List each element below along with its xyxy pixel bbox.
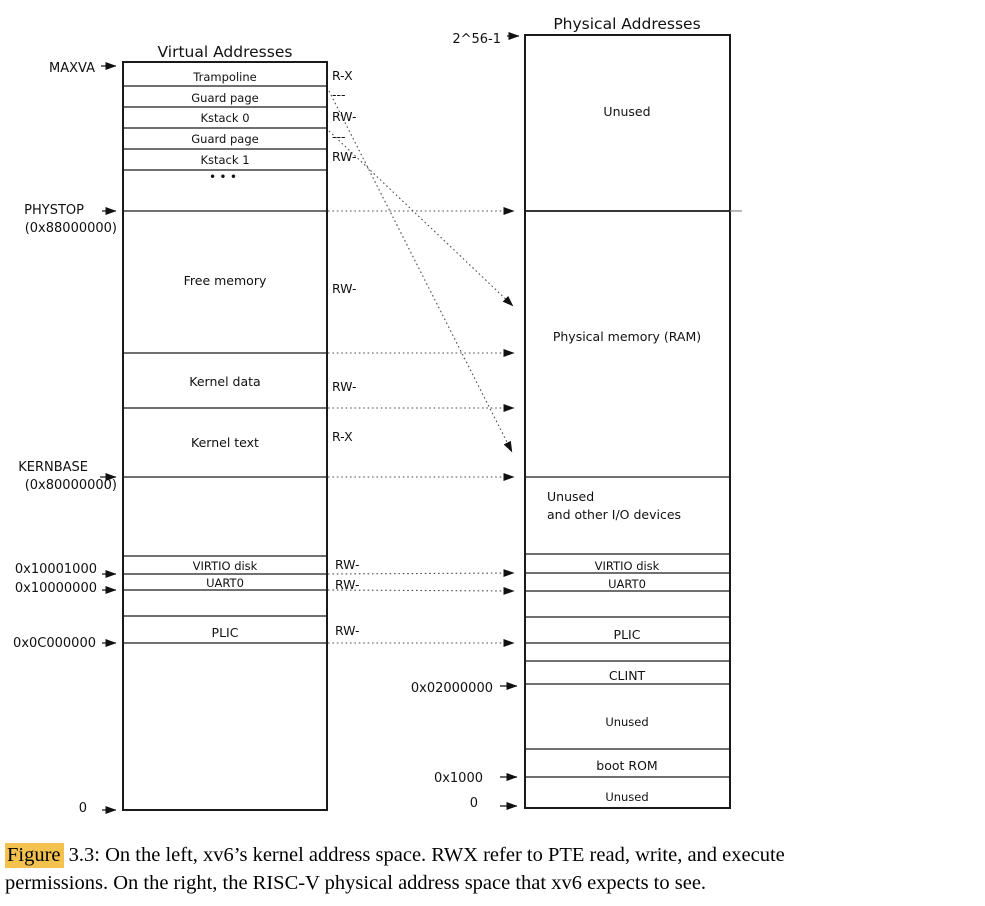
physical-address-labels <box>411 32 519 811</box>
plic-address-label: 0x0C000000 <box>13 636 96 651</box>
uart0-address-label: 0x10000000 <box>14 581 97 596</box>
virtual-region-kernel-text: Kernel text <box>191 435 259 450</box>
kstacks-ellipsis: ••• <box>209 172 241 183</box>
perm-virtio: RW- <box>335 557 360 572</box>
virtual-region-virtio-disk: VIRTIO disk <box>192 559 258 573</box>
maxva-label: MAXVA <box>49 61 95 76</box>
physical-zero-label: 0 <box>469 796 478 811</box>
perm-kernel-data: RW- <box>332 379 357 394</box>
physical-region-virtio-disk: VIRTIO disk <box>594 559 660 573</box>
figure-caption <box>5 841 981 897</box>
physical-region-bootrom: boot ROM <box>596 758 658 773</box>
kernbase-hex-label: (0x80000000) <box>24 478 117 493</box>
perm-free-memory: RW- <box>332 281 357 296</box>
virtio-address-label: 0x10001000 <box>14 562 97 577</box>
physical-region-unused-bottom: Unused <box>605 790 649 804</box>
physical-region-plic: PLIC <box>613 627 641 642</box>
physical-region-unused-mid: Unused <box>605 715 649 729</box>
kstack-mapping-arrow <box>329 131 513 306</box>
virtual-row-guard-page-1: Guard page <box>191 91 259 105</box>
virtual-row-kstack0: Kstack 0 <box>200 111 250 125</box>
virtual-column-title: Virtual Addresses <box>157 43 293 61</box>
virtual-row-guard-page-2: Guard page <box>191 132 259 146</box>
perm-kernel-text: R-X <box>332 429 353 444</box>
perm-kstack1: RW- <box>332 149 357 164</box>
physical-region-unused-top: Unused <box>603 104 651 119</box>
virtual-row-trampoline: Trampoline <box>193 70 257 84</box>
clint-address-label: 0x02000000 <box>410 681 493 696</box>
physical-region-clint: CLINT <box>608 668 646 683</box>
physical-top-address-label: 2^56-1 <box>452 32 501 47</box>
virtual-region-free-memory: Free memory <box>183 273 267 288</box>
caption-line-2: permissions. On the right, the RISC-V physical address space that xv6 expects to see. <box>5 872 707 894</box>
bootrom-address-label: 0x1000 <box>433 771 483 786</box>
kernbase-label: KERNBASE <box>18 460 88 475</box>
figure-word-highlight: Figure <box>5 843 64 868</box>
physical-column <box>525 15 742 808</box>
virtual-zero-label: 0 <box>78 801 87 816</box>
physical-region-ram: Physical memory (RAM) <box>552 329 702 344</box>
perm-kstack0: RW- <box>332 109 357 124</box>
physical-region-unused-io-line1: Unused <box>547 489 595 504</box>
phystop-label: PHYSTOP <box>24 203 84 218</box>
virtual-address-labels <box>13 61 117 816</box>
physical-box <box>525 35 730 808</box>
virtual-region-plic: PLIC <box>211 625 239 640</box>
virtual-row-kstack1: Kstack 1 <box>200 153 250 167</box>
perm-plic: RW- <box>335 623 360 638</box>
perm-guard-2: --- <box>332 129 346 144</box>
caption-line-1 <box>5 841 981 869</box>
physical-column-title: Physical Addresses <box>553 15 701 33</box>
virtual-region-kernel-data: Kernel data <box>189 374 261 389</box>
virtual-region-uart0: UART0 <box>206 576 244 590</box>
trampoline-mapping-arrow <box>329 91 512 452</box>
caption-line-1-text: 3.3: On the left, xv6’s kernel address space. RWX refer to PTE read, write, and execute <box>63 844 785 866</box>
physical-region-unused-io-line2: and other I/O devices <box>547 507 682 522</box>
phystop-hex-label: (0x88000000) <box>24 221 117 236</box>
virtio-connector <box>328 573 514 574</box>
perm-uart0: RW- <box>335 577 360 592</box>
physical-region-uart0: UART0 <box>608 577 646 591</box>
perm-guard-1: --- <box>332 87 346 102</box>
virtual-column <box>123 43 327 810</box>
perm-trampoline: R-X <box>332 68 353 83</box>
